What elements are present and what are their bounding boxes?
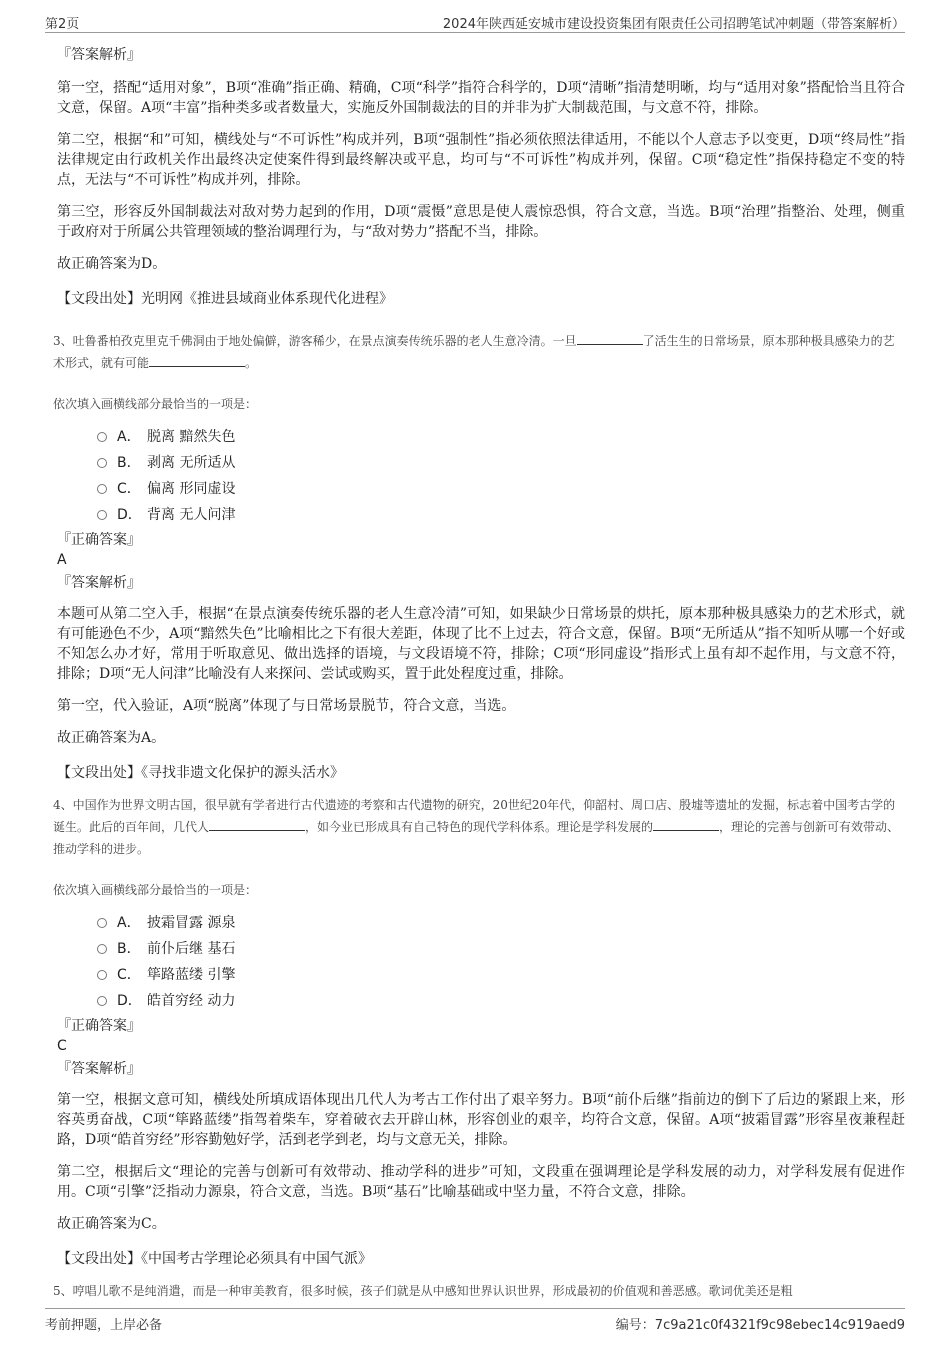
radio-icon[interactable] (97, 484, 107, 494)
analysis-label: 『答案解析』 (57, 1061, 141, 1077)
fill-blank (209, 817, 305, 831)
answer-conclusion: 故正确答案为C。 (57, 1216, 166, 1232)
question-4 (45, 794, 905, 1270)
question-stem: 3、吐鲁番柏孜克里克千佛洞由于地处偏僻，游客稀少，在景点演奏传统乐器的老人生意冷清。一旦 了活生生的日常场景，原本那种极具感染力的艺术形式，就有可能 。 (53, 330, 905, 374)
document-title: 2024年陕西延安城市建设投资集团有限责任公司招聘笔试冲刺题（带答案解析） (442, 17, 905, 32)
option-b[interactable]: B． 剥离 无所适从 (97, 450, 905, 476)
source-citation: 【文段出处】《寻找非遗文化保护的源头活水》 (57, 765, 344, 781)
analysis-paragraph: 第三空，形容反外国制裁法对敌对势力起到的作用，D项“震慑”意思是使人震惊恐惧，符合文意，当选。B项“治理”指整治、处理，侧重于政府对于所属公共管理领域的整治调理行为，与“敌对势力”搭配不当，排除。 (57, 204, 905, 240)
correct-answer-label: 『正确答案』 (57, 1018, 141, 1034)
correct-answer: C (57, 1038, 67, 1054)
radio-icon[interactable] (97, 510, 107, 520)
radio-icon[interactable] (97, 970, 107, 980)
analysis-paragraph: 第二空，根据后文“理论的完善与创新可有效带动、推动学科的进步”可知，文段重在强调理论是学科发展的动力，对学科发展有促进作用。C项“引擎”泛指动力源泉，符合文意，当选。B项“基石”比喻基础或中坚力量，不符合文意，排除。 (57, 1164, 905, 1200)
analysis-paragraph: 本题可从第二空入手，根据“在景点演奏传统乐器的老人生意冷清”可知，如果缺少日常场景的烘托，原本那种极具感染力的艺术形式，就有可能逊色不少，A项“黯然失色”比喻相比之下有很大差距，体现了比不上过去，符合文意，保留。B项“无所适从”指不知听从哪一个好或不知怎么办才好，常用于听取意见、做出选择的语境，与文段语境不符，排除；C项“形同虚设”指形式上虽有却不起作用，与文意不符，排除；D项“无人问津”比喻没有人来探问、尝试或购买，置于此处程度过重，排除。 (57, 606, 905, 682)
analysis-paragraph: 第一空，代入验证，A项“脱离”体现了与日常场景脱节，符合文意，当选。 (57, 698, 516, 714)
analysis-paragraph: 第一空，根据文意可知，横线处所填成语体现出几代人为考古工作付出了艰辛努力。B项“前仆后继”指前边的倒下了后边的紧跟上来，形容英勇奋战，C项“筚路蓝缕”指驾着柴车，穿着破衣去开辟山林，形容创业的艰辛，均符合文意，保留。A项“披霜冒露”形容星夜兼程赶路，D项“皓首穷经”形容勤勉好学，活到老学到老，均与文意无关，排除。 (57, 1092, 905, 1148)
question-stem: 4、中国作为世界文明古国，很早就有学者进行古代遗迹的考察和古代遗物的研究，20世纪20年代，仰韶村、周口店、殷墟等遗址的发掘，标志着中国考古学的诞生。此后的百年间，几代人 ，如今业已形成具有自己特色的现代学科体系。理论是学科发展的 ，理论的完善与创新可有效带动、推动学科的进步。 (53, 798, 900, 856)
source-citation: 【文段出处】光明网《推进县域商业体系现代化进程》 (57, 291, 393, 307)
question-2-analysis (45, 44, 905, 310)
page-header (45, 12, 905, 33)
radio-icon[interactable] (97, 918, 107, 928)
answer-conclusion: 故正确答案为A。 (57, 730, 166, 746)
correct-answer-label: 『正确答案』 (57, 532, 141, 548)
analysis-label: 『答案解析』 (57, 575, 141, 591)
option-c[interactable]: C． 筚路蓝缕 引擎 (97, 962, 905, 988)
question-3 (45, 330, 905, 784)
option-a[interactable]: A． 披霜冒露 源泉 (97, 910, 905, 936)
question-instruction: 依次填入画横线部分最恰当的一项是： (53, 883, 258, 897)
analysis-label: 『答案解析』 (57, 47, 141, 63)
answer-conclusion: 故正确答案为D。 (57, 256, 167, 272)
correct-answer: A (57, 552, 67, 568)
option-list (45, 424, 905, 528)
source-citation: 【文段出处】《中国考古学理论必须具有中国气派》 (57, 1251, 372, 1267)
fill-blank (653, 817, 719, 831)
option-b[interactable]: B． 前仆后继 基石 (97, 936, 905, 962)
option-d[interactable]: D． 背离 无人问津 (97, 502, 905, 528)
radio-icon[interactable] (97, 996, 107, 1006)
fill-blank (149, 353, 245, 367)
radio-icon[interactable] (97, 944, 107, 954)
footer-slogan: 考前押题，上岸必备 (45, 1318, 163, 1333)
question-5-stem: 5、哼唱儿歌不是纯消遣，而是一种审美教育，很多时候，孩子们就是从中感知世界认识世界，形成最初的价值观和善恶感。歌词优美还是粗 (53, 1284, 793, 1298)
analysis-paragraph: 第一空，搭配“适用对象”，B项“准确”指正确、精确，C项“科学”指符合科学的，D项“清晰”指清楚明晰，均与“适用对象”搭配恰当且符合文意，保留。A项“丰富”指种类多或者数量大，实施反外国制裁法的目的并非为扩大制裁范围，与文意不符，排除。 (57, 80, 905, 116)
page-content (45, 35, 905, 1302)
option-c[interactable]: C． 偏离 形同虚设 (97, 476, 905, 502)
fill-blank (577, 331, 643, 345)
radio-icon[interactable] (97, 458, 107, 468)
page-footer (45, 1308, 905, 1331)
document-serial: 编号：7c9a21c0f4321f9c98ebec14c919aed9 (615, 1318, 905, 1333)
option-d[interactable]: D． 皓首穷经 动力 (97, 988, 905, 1014)
option-a[interactable]: A． 脱离 黯然失色 (97, 424, 905, 450)
page-number: 第2页 (45, 17, 80, 32)
radio-icon[interactable] (97, 432, 107, 442)
question-instruction: 依次填入画横线部分最恰当的一项是： (53, 397, 258, 411)
option-list (45, 910, 905, 1014)
analysis-paragraph: 第二空，根据“和”可知，横线处与“不可诉性”构成并列，B项“强制性”指必须依照法律适用，不能以个人意志予以变更，D项“终局性”指法律规定由行政机关作出最终决定使案件得到最终解决或平息，均可与“不可诉性”构成并列，保留。C项“稳定性”指保持稳定不变的特点，无法与“不可诉性”构成并列，排除。 (57, 132, 905, 188)
